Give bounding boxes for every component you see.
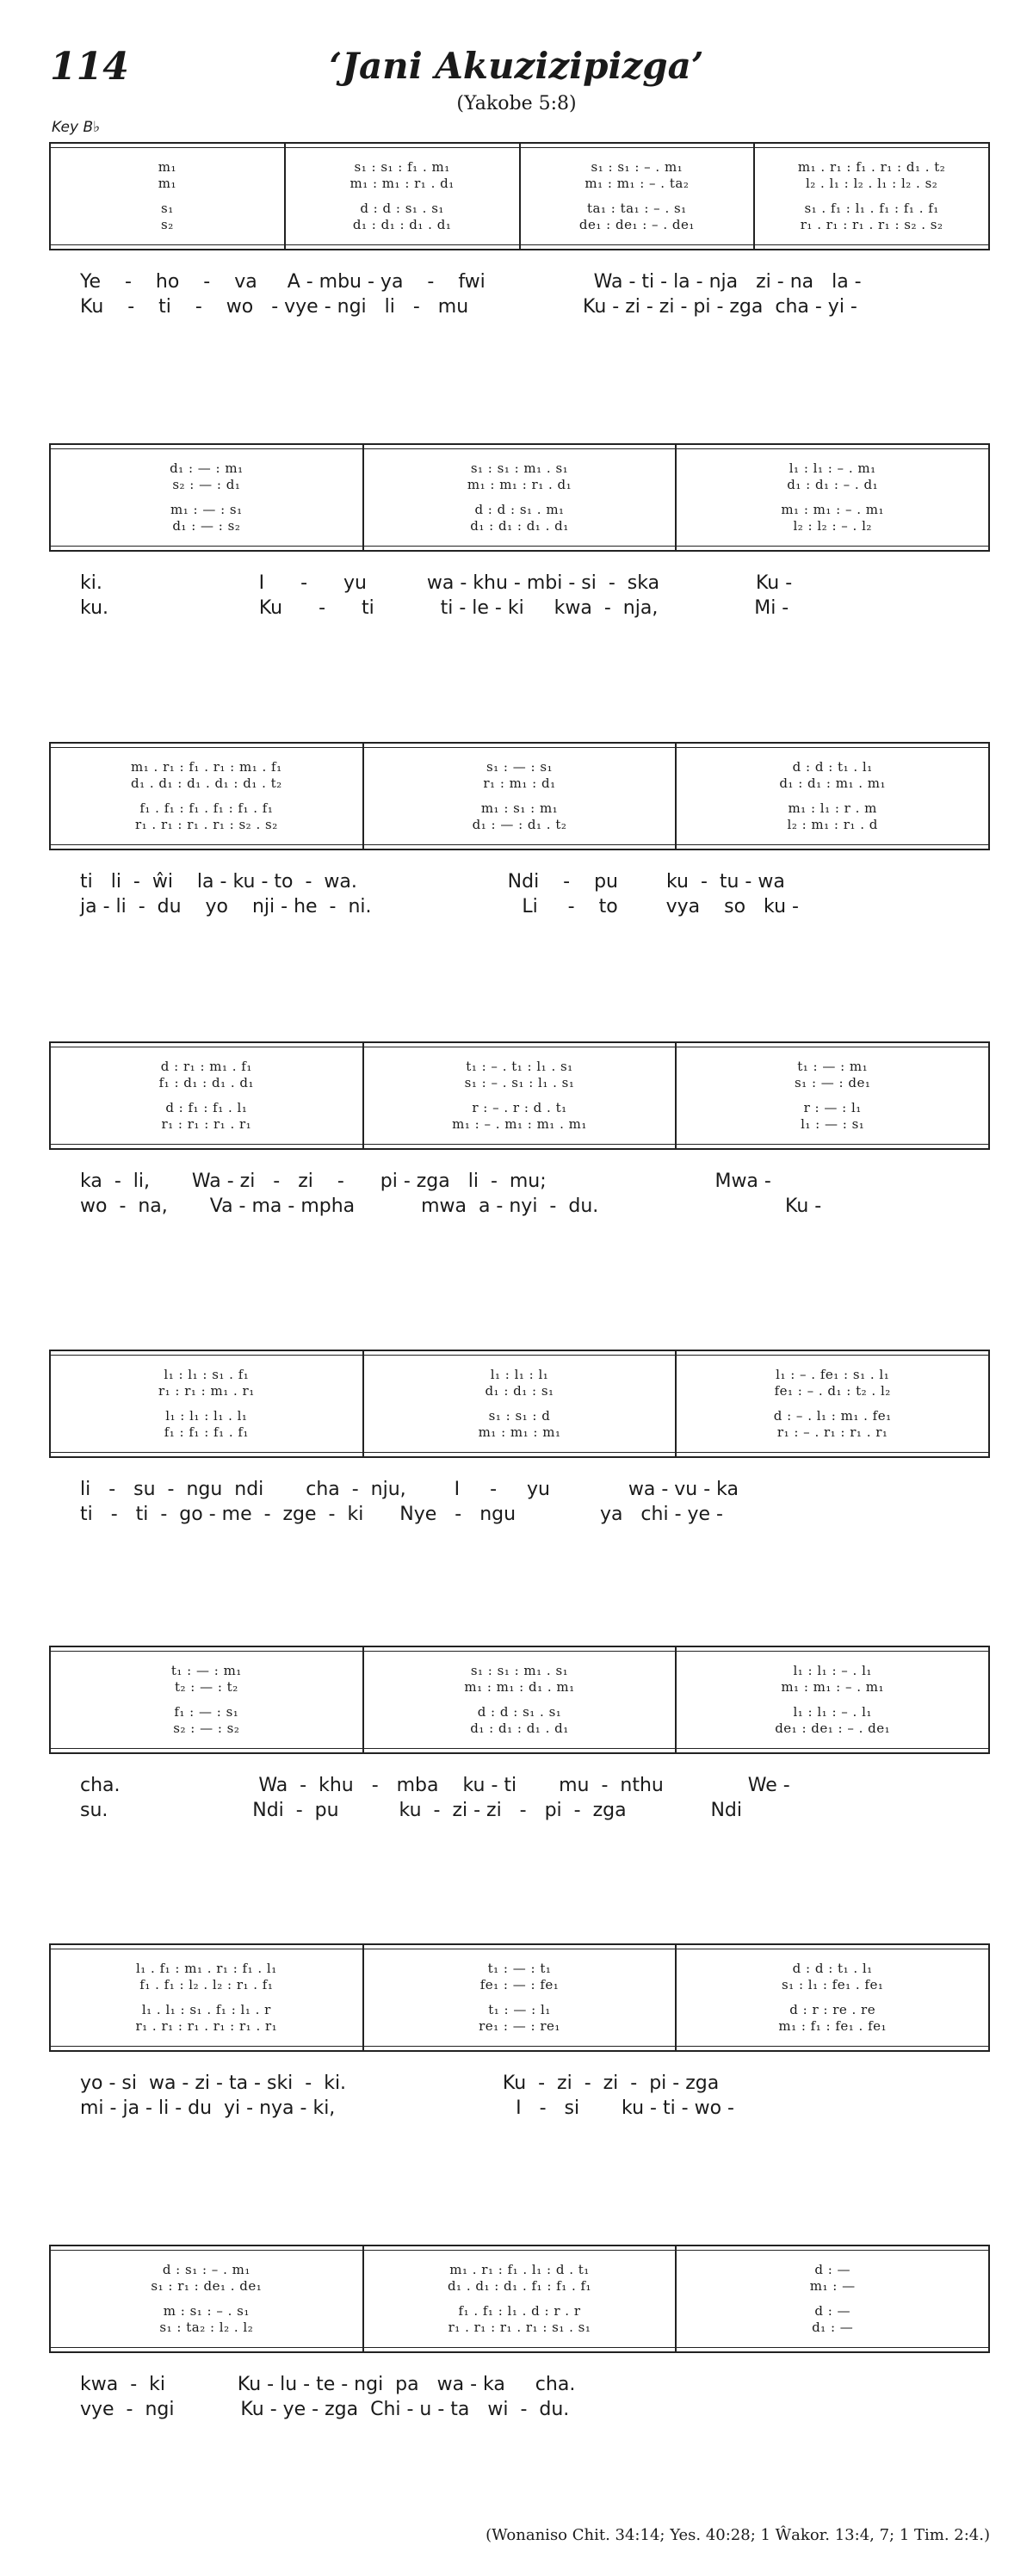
lyric-line: kwa - ki Ku - lu - te - ngi pa wa - ka cha. [80,2374,576,2395]
voice-part: m₁ : m₁ : r₁ . d₁ [467,477,572,492]
voice-part: d₁ . d₁ : d₁ . f₁ : f₁ . f₁ [447,2278,592,2294]
voice-part: m₁ : m₁ : m₁ [478,1424,561,1440]
solfa-staff [49,742,990,850]
voice-part: ta₁ : ta₁ : – . s₁ [587,201,687,216]
lyrics [49,1773,990,1823]
voice-part: f₁ . f₁ : l₂ . l₂ : r₁ . f₁ [139,1977,274,1992]
voice-part: s₁ : s₁ : – . m₁ [591,159,684,175]
voice-part: r₁ : m₁ : d₁ [483,775,556,791]
voice-part: d : r₁ : m₁ . f₁ [160,1059,252,1074]
voice-part: m₁ : m₁ : – . m₁ [781,1679,885,1695]
measure [364,445,677,550]
measure [364,1043,677,1148]
lyrics [49,2372,990,2422]
key-signature: Key B♭ [52,119,101,136]
voice-part: m₁ : l₁ : r . m [788,800,877,816]
voice-part: t₂ : — : t₂ [174,1679,238,1695]
voice-part: d : d : s₁ . s₁ [477,1704,562,1720]
voice-part: l₁ : l₁ : s₁ . f₁ [164,1367,250,1382]
measure [51,144,286,249]
voice-part: t₁ : — : m₁ [170,1663,242,1678]
voice-part: s₁ : r₁ : de₁ . de₁ [151,2278,263,2294]
lyrics [49,1477,990,1527]
voice-part: f₁ . f₁ : f₁ . f₁ : f₁ . f₁ [139,800,274,816]
voice-part: f₁ : — : s₁ [174,1704,239,1720]
solfa-staff [49,443,990,552]
lyrics [49,2071,990,2121]
voice-part: f₁ : f₁ : f₁ . f₁ [164,1424,249,1440]
measure [286,144,521,249]
voice-part: s₂ : — : d₁ [172,477,241,492]
voice-part: m₁ : m₁ : – . m₁ [781,502,885,517]
voice-part: d : d : s₁ . m₁ [474,502,565,517]
voice-part: d : d : t₁ . l₁ [792,759,873,775]
voice-part: m₁ : — [809,2278,856,2294]
voice-part: m₁ : – . m₁ : m₁ . m₁ [452,1116,587,1132]
music-system [49,742,990,919]
voice-part: l₁ : l₁ : – . l₁ [793,1704,872,1720]
voice-part: d₁ : d₁ : d₁ . d₁ [470,1720,569,1736]
voice-part: re₁ : — : re₁ [479,2018,560,2034]
voice-part: m₁ . r₁ : f₁ . l₁ : d . t₁ [449,2262,590,2277]
voice-part: s₁ . f₁ : l₁ . f₁ : f₁ . f₁ [804,201,939,216]
measure [677,1043,988,1148]
hymn-title: ‘Jani Akuzizipizga’ [329,45,704,87]
voice-part: d₁ : d₁ : d₁ . d₁ [352,217,452,232]
voice-part: d₁ . d₁ : d₁ . d₁ : d₁ . t₂ [130,775,282,791]
voice-part: t₁ : — : t₁ [487,1961,552,1976]
measure [51,1945,364,2050]
voice-part: d : d : s₁ . s₁ [360,201,444,216]
voice-part: de₁ : de₁ : – . de₁ [775,1720,891,1736]
voice-part: t₁ : — : m₁ [797,1059,869,1074]
voice-part: m₁ [158,159,176,175]
lyric-line: ja - li - du yo nji - he - ni. Li - to vya so ku - [80,896,799,917]
music-system [49,1350,990,1527]
voice-part: m₁ : m₁ : r₁ . d₁ [349,176,455,191]
lyric-line: vye - ngi Ku - ye - zga Chi - u - ta wi - du. [80,2399,570,2420]
voice-part: s₁ : — : s₁ [486,759,554,775]
measure [677,445,988,550]
lyric-line: wo - na, Va - ma - mpha mwa a - nyi - du. Ku - [80,1195,822,1217]
measure [364,1945,677,2050]
voice-part: s₁ [161,201,174,216]
measure [677,1647,988,1752]
voice-part: s₁ : s₁ : m₁ . s₁ [470,1663,569,1678]
measure [677,744,988,849]
lyric-line: mi - ja - li - du yi - nya - ki, I - si ku - ti - wo - [80,2097,734,2119]
voice-part: d₁ : d₁ : d₁ . d₁ [470,518,569,534]
voice-part: l₁ : l₁ : l₁ [490,1367,549,1382]
voice-part: d : — [814,2303,851,2319]
solfa-staff [49,1646,990,1754]
voice-part: d : r : re . re [789,2002,876,2017]
voice-part: r₁ . r₁ : r₁ . r₁ : s₁ . s₁ [448,2320,591,2335]
voice-part: l₁ : — : s₁ [801,1116,865,1132]
music-system [49,1041,990,1219]
voice-part: fe₁ : – . d₁ : t₂ . l₂ [774,1383,891,1399]
voice-part: s₂ [161,217,174,232]
voice-part: m₁ . r₁ : f₁ . r₁ : m₁ . f₁ [131,759,282,775]
voice-part: l₂ : m₁ : r₁ . d [787,817,878,832]
measure [364,2246,677,2351]
source-references: (Wonaniso Chit. 34:14; Yes. 40:28; 1 Ŵakor. 13:4, 7; 1 Tim. 2:4.) [486,2526,990,2544]
lyric-line: li - su - ngu ndi cha - nju, I - yu wa - vu - ka [80,1479,739,1500]
measure [677,1945,988,2050]
voice-part: d₁ : d₁ : – . d₁ [787,477,879,492]
voice-part: s₁ : – . s₁ : l₁ . s₁ [464,1075,575,1090]
voice-part: d : s₁ : – . m₁ [162,2262,251,2277]
voice-part: d : – . l₁ : m₁ . fe₁ [773,1408,892,1424]
lyric-line: ti - ti - go - me - zge - ki Nye - ngu ya chi - ye - [80,1504,723,1525]
measure [677,2246,988,2351]
music-system [49,142,990,319]
measure [521,144,756,249]
measure [51,1351,364,1456]
voice-part: d : d : t₁ . l₁ [792,1961,873,1976]
measure [364,744,677,849]
measure [51,1647,364,1752]
voice-part: s₁ : ta₂ : l₂ . l₂ [159,2320,254,2335]
solfa-staff [49,142,990,250]
voice-part: d₁ : — [812,2320,854,2335]
lyrics [49,1169,990,1219]
voice-part: s₁ : s₁ : f₁ . m₁ [354,159,450,175]
lyric-line: su. Ndi - pu ku - zi - zi - pi - zga Ndi [80,1800,743,1821]
solfa-staff [49,1943,990,2052]
measure [51,445,364,550]
voice-part: r : – . r : d . t₁ [472,1100,567,1115]
voice-part: s₁ : — : de₁ [794,1075,871,1090]
music-system [49,2245,990,2422]
voice-part: d₁ : — : m₁ [170,460,244,476]
voice-part: m₁ [158,176,176,191]
measure [755,144,988,249]
voice-part: l₂ . l₁ : l₂ . l₁ : l₂ . s₂ [805,176,938,191]
solfa-staff [49,1041,990,1150]
music-system [49,1943,990,2121]
voice-part: m : s₁ : – . s₁ [163,2303,250,2319]
voice-part: m₁ : — : s₁ [170,502,243,517]
voice-part: r₁ : r₁ : m₁ . r₁ [158,1383,255,1399]
voice-part: r₁ . r₁ : r₁ . r₁ : s₂ . s₂ [800,217,943,232]
voice-part: s₁ : s₁ : m₁ . s₁ [470,460,569,476]
lyric-line: yo - si wa - zi - ta - ski - ki. Ku - zi - zi - pi - zga [80,2073,720,2094]
voice-part: l₂ : l₂ : – . l₂ [793,518,872,534]
voice-part: r₁ : r₁ : r₁ . r₁ [161,1116,252,1132]
lyric-line: ti li - ŵi la - ku - to - wa. Ndi - pu ku - tu - wa [80,871,785,893]
voice-part: l₁ : l₁ : l₁ . l₁ [165,1408,248,1424]
voice-part: l₁ : l₁ : – . l₁ [793,1663,872,1678]
measure [677,1351,988,1456]
music-system [49,1646,990,1823]
voice-part: l₁ : – . fe₁ : s₁ . l₁ [776,1367,890,1382]
voice-part: d₁ : — : s₂ [172,518,241,534]
hymn-number: 114 [50,45,129,89]
lyrics [49,869,990,919]
lyrics [49,269,990,319]
voice-part: l₁ . f₁ : m₁ . r₁ : f₁ . l₁ [135,1961,277,1976]
voice-part: r₁ . r₁ : r₁ . r₁ : s₂ . s₂ [134,817,278,832]
voice-part: m₁ : s₁ : m₁ [480,800,559,816]
measure [51,2246,364,2351]
lyric-line: ka - li, Wa - zi - zi - pi - zga li - mu; Mwa - [80,1171,771,1192]
voice-part: l₁ . l₁ : s₁ . f₁ : l₁ . r [141,2002,271,2017]
voice-part: d₁ : — : d₁ . t₂ [472,817,567,832]
lyric-line: cha. Wa - khu - mba ku - ti mu - nthu We - [80,1775,790,1796]
voice-part: l₁ : l₁ : – . m₁ [789,460,876,476]
voice-part: f₁ . f₁ : l₁ . d : r . r [458,2303,581,2319]
music-system [49,443,990,621]
measure [364,1647,677,1752]
measure [51,1043,364,1148]
lyric-line: Ku - ti - wo - vye - ngi li - mu Ku - zi - zi - pi - zga cha - yi - [80,296,857,318]
voice-part: r : — : l₁ [803,1100,862,1115]
solfa-staff [49,1350,990,1458]
voice-part: d₁ : d₁ : m₁ . m₁ [779,775,887,791]
voice-part: f₁ : d₁ : d₁ . d₁ [158,1075,255,1090]
voice-part: m₁ : m₁ : d₁ . m₁ [464,1679,575,1695]
voice-part: de₁ : de₁ : – . de₁ [578,217,695,232]
voice-part: m₁ : f₁ : fe₁ . fe₁ [778,2018,888,2034]
voice-part: t₁ : — : l₁ [488,2002,551,2017]
lyrics [49,571,990,621]
voice-part: d : — [814,2262,851,2277]
scripture-reference: (Yakobe 5:8) [456,93,577,114]
voice-part: d₁ : d₁ : s₁ [485,1383,554,1399]
voice-part: s₁ : s₁ : d [488,1408,551,1424]
lyric-line: ki. I - yu wa - khu - mbi - si - ska Ku - [80,572,793,594]
voice-part: r₁ : – . r₁ : r₁ . r₁ [776,1424,888,1440]
voice-part: r₁ . r₁ : r₁ . r₁ : r₁ . r₁ [135,2018,278,2034]
voice-part: s₁ : l₁ : fe₁ . fe₁ [781,1977,884,1992]
voice-part: m₁ : m₁ : – . ta₂ [585,176,690,191]
voice-part: m₁ . r₁ : f₁ . r₁ : d₁ . t₂ [797,159,946,175]
measure [364,1351,677,1456]
measure [51,744,364,849]
voice-part: fe₁ : — : fe₁ [479,1977,560,1992]
lyric-line: ku. Ku - ti ti - le - ki kwa - nja, Mi - [80,597,789,619]
voice-part: t₁ : – . t₁ : l₁ . s₁ [466,1059,573,1074]
voice-part: s₂ : — : s₂ [173,1720,240,1736]
solfa-staff [49,2245,990,2353]
voice-part: d : f₁ : f₁ . l₁ [165,1100,248,1115]
lyric-line: Ye - ho - va A - mbu - ya - fwi Wa - ti - la - nja zi - na la - [80,271,862,293]
